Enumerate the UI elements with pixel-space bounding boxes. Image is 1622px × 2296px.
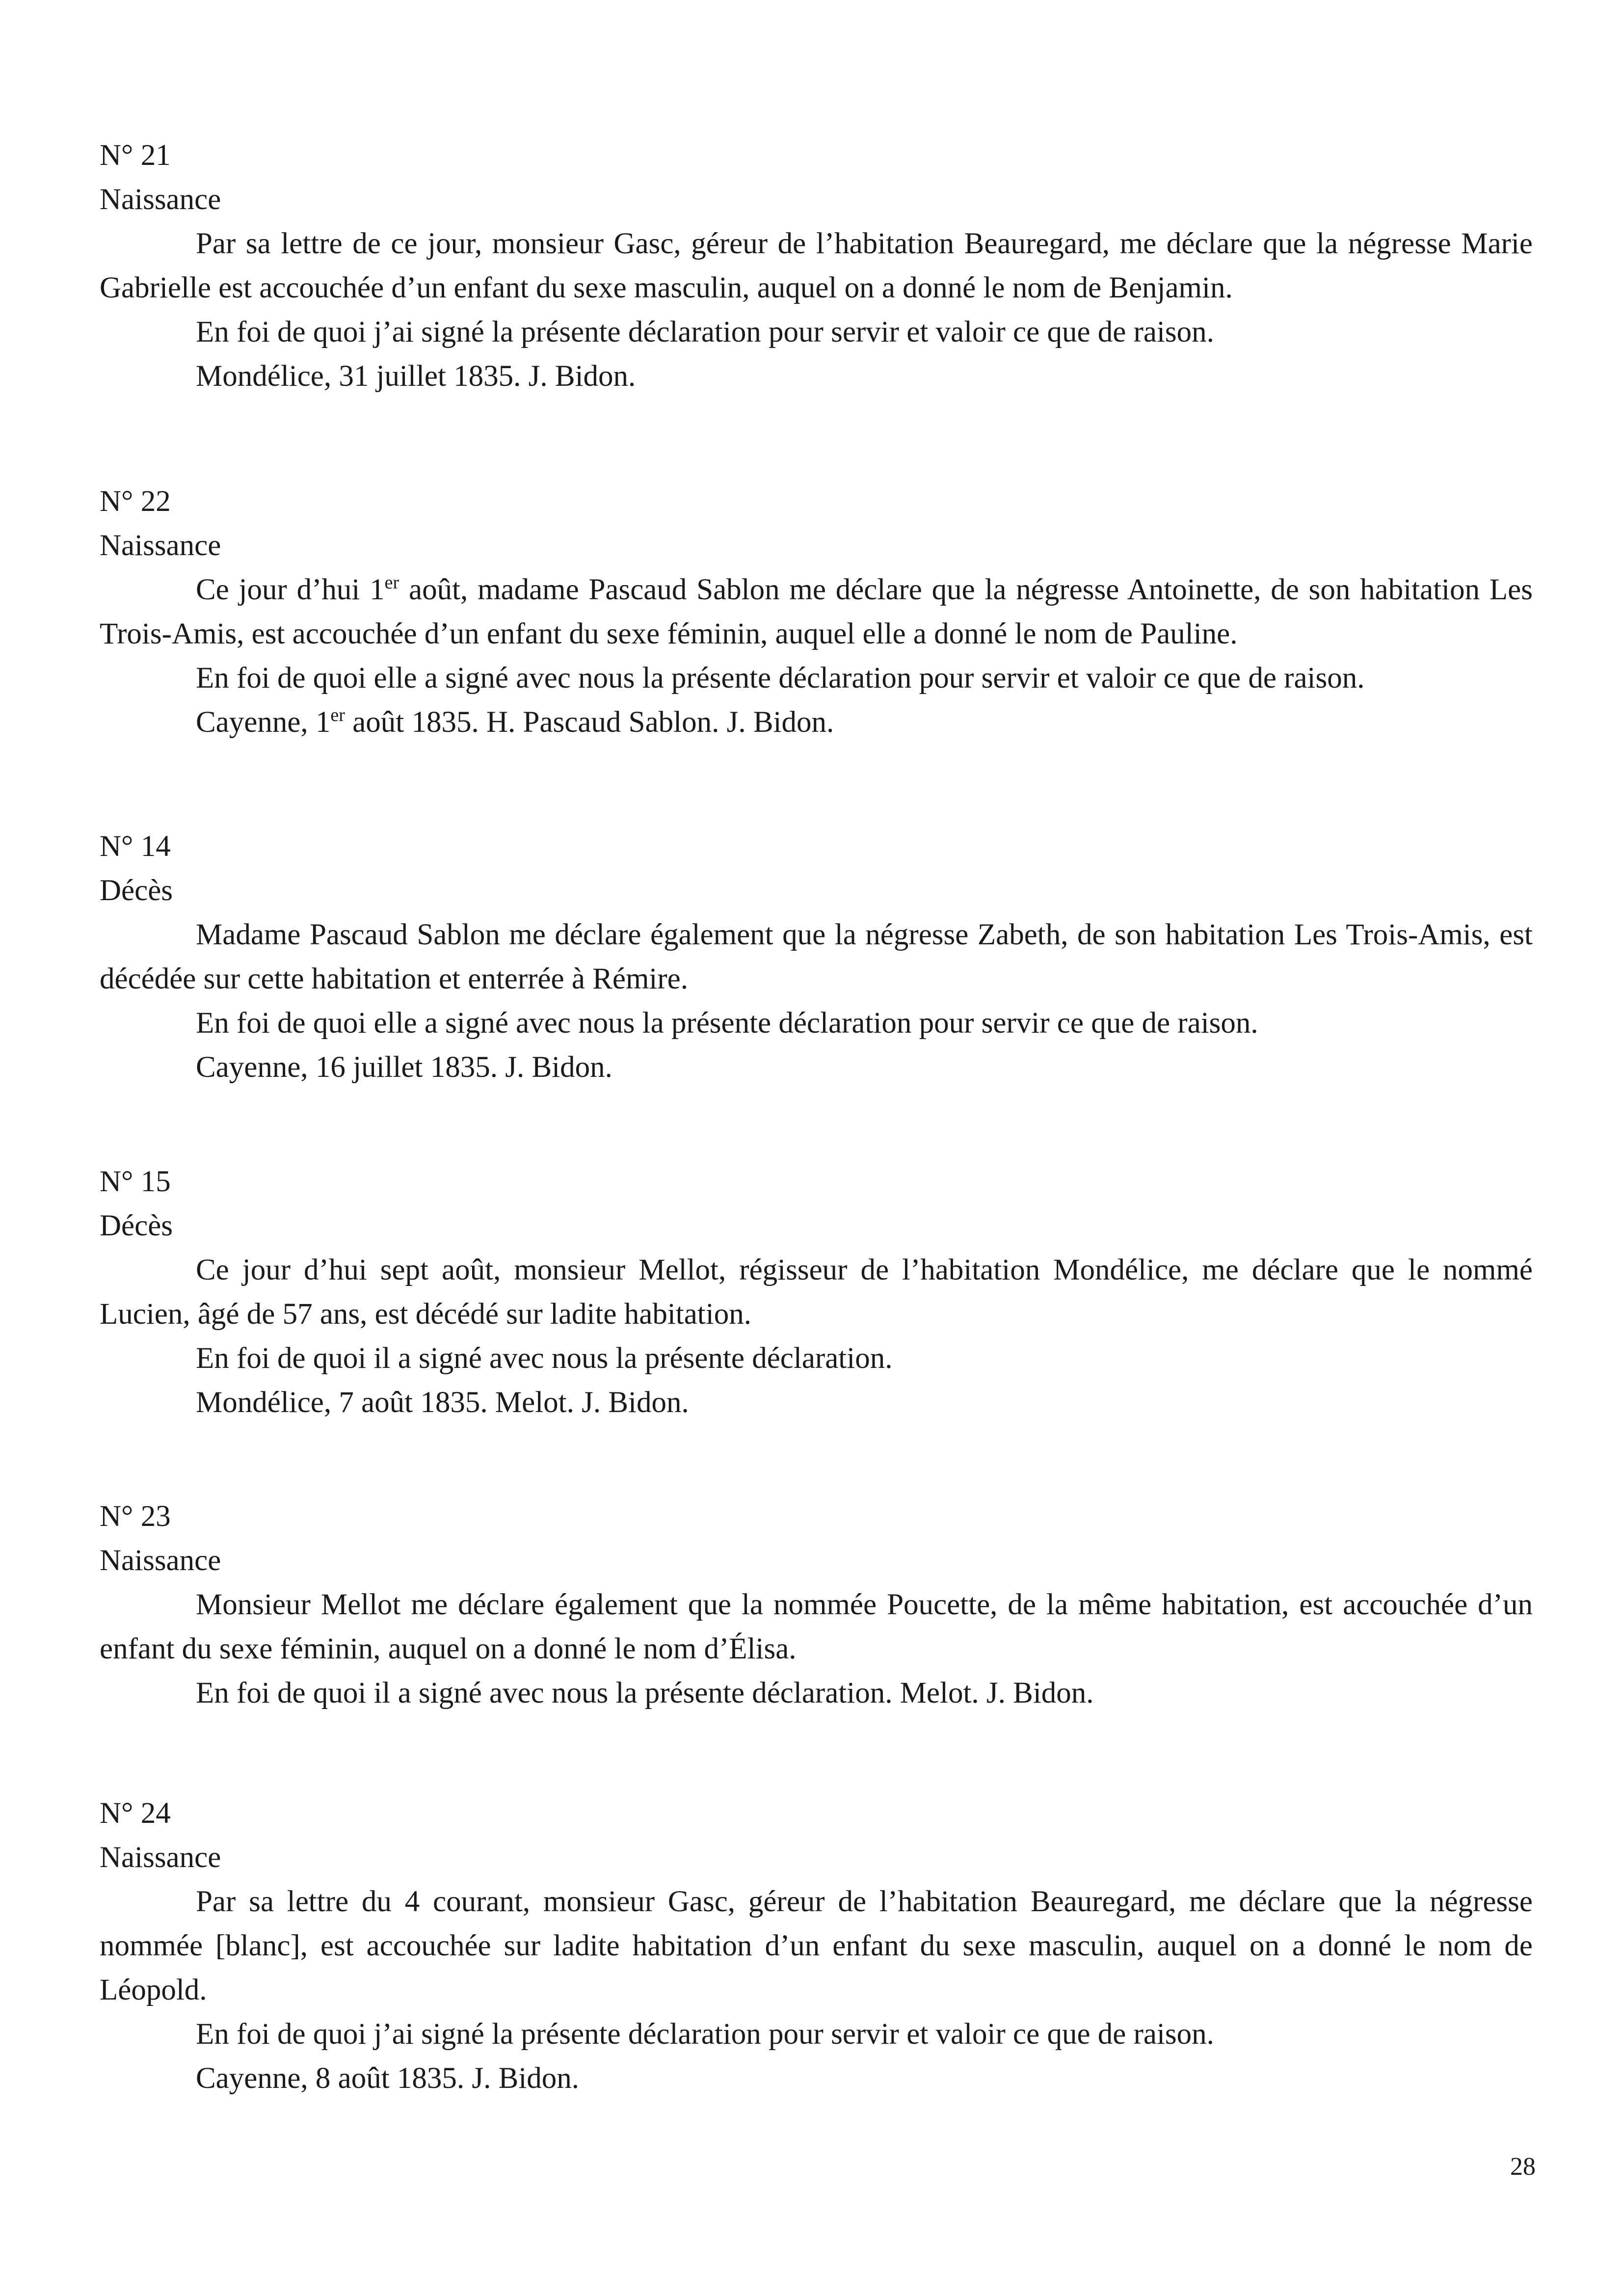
record-body: Monsieur Mellot me déclare également que la nommée Poucette, de la même habitation, est accouchée d’un enfant du sexe féminin, auquel on a donné le nom d’Élisa. (100, 1588, 1533, 1665)
record-number: N° 15 (100, 1165, 171, 1198)
record-body: Madame Pascaud Sablon me déclare également que la négresse Zabeth, de son habitation Les Trois-Amis, est décédée sur cette habitation et enterrée à Rémire. (100, 918, 1533, 995)
record-attestation: En foi de quoi j’ai signé la présente déclaration pour servir et valoir ce que de raison. (196, 2018, 1214, 2051)
record-entry-23 (100, 1495, 1533, 1715)
record-body: Par sa lettre de ce jour, monsieur Gasc, géreur de l’habitation Beauregard, me déclare que la négresse Marie Gabrielle est accouchée d’un enfant du sexe masculin, auquel on a donné le nom de Benjamin. (100, 227, 1533, 304)
record-entry-15 (100, 1160, 1533, 1425)
record-signature-start: Cayenne, 1 (196, 706, 331, 739)
record-entry-22 (100, 480, 1533, 745)
record-signature-rest: août 1835. H. Pascaud Sablon. J. Bidon. (345, 706, 834, 739)
record-attestation: En foi de quoi il a signé avec nous la présente déclaration. (196, 1342, 893, 1375)
record-entry-14 (100, 825, 1533, 1090)
record-signature: Cayenne, 8 août 1835. J. Bidon. (196, 2062, 580, 2095)
page-number: 28 (1510, 2153, 1536, 2181)
record-body: Ce jour d’hui sept août, monsieur Mellot, régisseur de l’habitation Mondélice, me déclare que le nommé Lucien, âgé de 57 ans, est décédé sur ladite habitation. (100, 1254, 1533, 1331)
record-signature: Mondélice, 7 août 1835. Melot. J. Bidon. (196, 1386, 689, 1419)
record-type: Décès (100, 1209, 173, 1242)
record-signature: Cayenne, 16 juillet 1835. J. Bidon. (196, 1051, 612, 1084)
record-entry-21 (100, 133, 1533, 399)
record-signature: En foi de quoi il a signé avec nous la présente déclaration. Melot. J. Bidon. (196, 1677, 1094, 1709)
record-body: Par sa lettre du 4 courant, monsieur Gasc, géreur de l’habitation Beauregard, me déclare que la négresse nommée [blanc], est accouchée sur ladite habitation d’un enfant du sexe masculin, auquel on a donné le nom de Léopold. (100, 1885, 1533, 2006)
record-entry-24 (100, 1791, 1533, 2101)
record-type: Naissance (100, 529, 221, 562)
record-body-rest: août, madame Pascaud Sablon me déclare que la négresse Antoinette, de son habitation Les Trois-Amis, est accouchée d’un enfant du sexe féminin, auquel elle a donné le nom de Pauline. (100, 573, 1533, 650)
record-attestation: En foi de quoi elle a signé avec nous la présente déclaration pour servir ce que de raison. (196, 1007, 1258, 1040)
record-type: Naissance (100, 1544, 221, 1577)
record-body (100, 568, 1533, 656)
record-number: N° 23 (100, 1500, 171, 1533)
record-signature: Mondélice, 31 juillet 1835. J. Bidon. (196, 360, 636, 393)
ordinal-superscript: er (330, 705, 345, 725)
record-type: Naissance (100, 1841, 221, 1874)
record-type: Décès (100, 874, 173, 907)
record-signature (100, 700, 1533, 745)
record-attestation: En foi de quoi j’ai signé la présente déclaration pour servir et valoir ce que de raison. (196, 316, 1214, 348)
record-number: N° 22 (100, 485, 171, 518)
ordinal-superscript: er (384, 572, 399, 593)
record-number: N° 14 (100, 830, 171, 863)
record-type: Naissance (100, 183, 221, 216)
record-number: N° 24 (100, 1797, 171, 1830)
record-number: N° 21 (100, 139, 171, 172)
record-attestation: En foi de quoi elle a signé avec nous la présente déclaration pour servir et valoir ce que de raison. (196, 662, 1365, 694)
record-body-start: Ce jour d’hui 1 (196, 573, 385, 606)
